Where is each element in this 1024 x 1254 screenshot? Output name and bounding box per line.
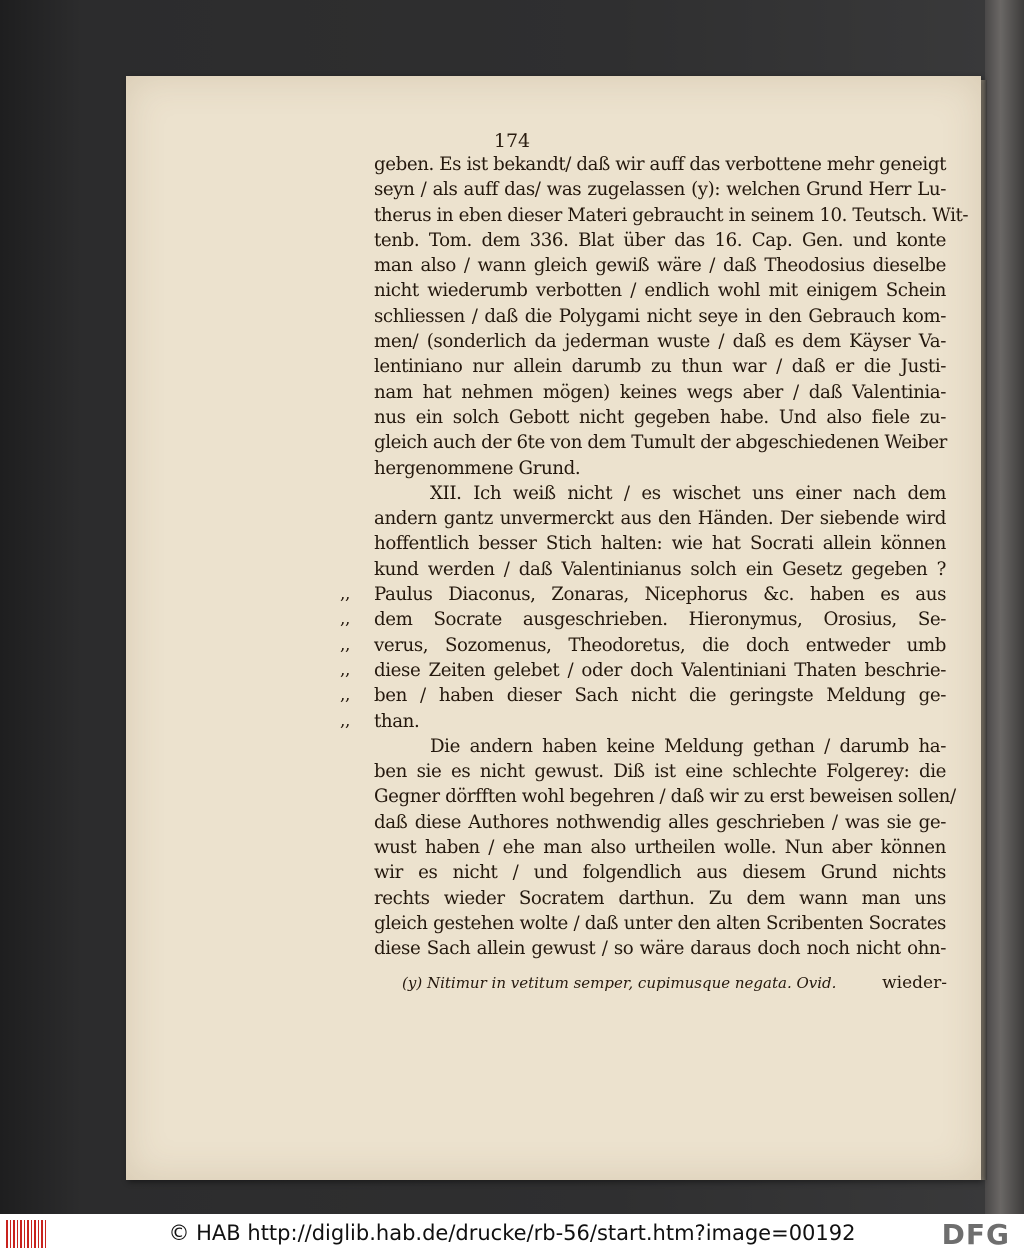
- text-line: wust haben / ehe man also urtheilen wolle. Nun aber können: [374, 837, 946, 859]
- quote-marker: ,,: [340, 710, 351, 731]
- text-line: tenb. Tom. dem 336. Blat über das 16. Cap. Gen. und konte: [374, 229, 946, 251]
- text-line: nam hat nehmen mögen) keines wegs aber / daß Valentinia-: [374, 381, 946, 403]
- footnote: [402, 974, 947, 992]
- text-line: nicht wiederumb verbotten / endlich wohl mit einigem Schein: [374, 280, 946, 302]
- text-line: andern gantz unvermerckt aus den Händen. Der siebende wird: [374, 508, 946, 530]
- text-line: schliessen / daß die Polygami nicht seye in den Gebrauch kom-: [374, 305, 946, 327]
- text-line: kund werden / daß Valentinianus solch ein Gesetz gegeben ?: [374, 558, 946, 580]
- text-line: nus ein solch Gebott nicht gegeben habe. Und also fiele zu-: [374, 406, 946, 428]
- text-line: gleich auch der 6te von dem Tumult der abgeschiedenen Weiber: [374, 432, 947, 454]
- text-line: therus in eben dieser Materi gebraucht in seinem 10. Teutsch. Wit-: [374, 204, 969, 226]
- page-number: 174: [493, 130, 531, 152]
- text-line: geben. Es ist bekandt/ daß wir auff das verbottene mehr geneigt: [374, 154, 946, 175]
- text-line: seyn / als auff das/ was zugelassen (y): welchen Grund Herr Lu-: [374, 179, 946, 201]
- quoted-line: ,, Paulus Diaconus, Zonaras, Nicephorus &c. haben es aus: [374, 582, 946, 607]
- dfg-logo: DFG: [941, 1218, 1010, 1251]
- text-line: men/ (sonderlich da jederman wuste / daß es dem Käyser Va-: [374, 331, 946, 353]
- text-line: gleich gestehen wolte / daß unter den alten Scribenten Socrates: [374, 912, 946, 934]
- book-binding: [985, 0, 1024, 1214]
- quote-marker: ,,: [340, 685, 351, 706]
- text-line: diese Sach allein gewust / so wäre daraus doch noch nicht ohn-: [374, 938, 946, 960]
- text-line: man also / wann gleich gewiß wäre / daß Theodosius dieselbe: [374, 255, 946, 277]
- quote-marker: ,,: [340, 634, 351, 655]
- section-heading-line: XII. Ich weiß nicht / es wischet uns einer nach dem: [430, 482, 946, 504]
- footer-bar: [0, 1214, 1024, 1254]
- quoted-line: ,, ben / haben dieser Sach nicht die geringste Meldung ge-: [374, 683, 946, 708]
- text-line: daß diese Authores nothwendig alles geschrieben / was sie ge-: [374, 811, 946, 833]
- quote-marker: ,,: [340, 659, 351, 680]
- quoted-line: ,, verus, Sozomenus, Theodoretus, die doch entweder umb: [374, 633, 946, 658]
- quoted-line: ,, dem Socrate ausgeschrieben. Hieronymus, Orosius, Se-: [374, 607, 946, 632]
- text-line: hergenommene Grund.: [374, 457, 581, 479]
- quote-marker: ,,: [340, 584, 351, 605]
- quoted-line: ,, than.: [374, 709, 946, 734]
- quote-marker: ,,: [340, 609, 351, 630]
- quoted-line: ,, diese Zeiten gelebet / oder doch Valentiniani Thaten beschrie-: [374, 658, 946, 683]
- copyright-link[interactable]: © HAB http://diglib.hab.de/drucke/rb-56/start.htm?image=00192: [168, 1221, 856, 1245]
- text-line: Die andern haben keine Meldung gethan / darumb ha-: [430, 735, 946, 757]
- page-body-text: [340, 152, 969, 962]
- text-line: Gegner dörfften wohl begehren / daß wir zu erst beweisen sollen/: [374, 786, 956, 808]
- text-line: hoffentlich besser Stich halten: wie hat Socrati allein können: [374, 533, 946, 555]
- text-line: ben sie es nicht gewust. Diß ist eine schlechte Folgerey: die: [374, 761, 946, 783]
- text-line: rechts wieder Socratem darthun. Zu dem wann man uns: [374, 887, 946, 909]
- text-line: wir es nicht / und folgendlich aus diesem Grund nichts: [374, 862, 946, 884]
- catchword: wieder-: [882, 973, 947, 993]
- footnote-text: (y) Nitimur in vetitum semper, cupimusque negata. Ovid.: [402, 974, 837, 992]
- text-line: lentiniano nur allein darumb zu thun war / daß er die Justi-: [374, 356, 946, 378]
